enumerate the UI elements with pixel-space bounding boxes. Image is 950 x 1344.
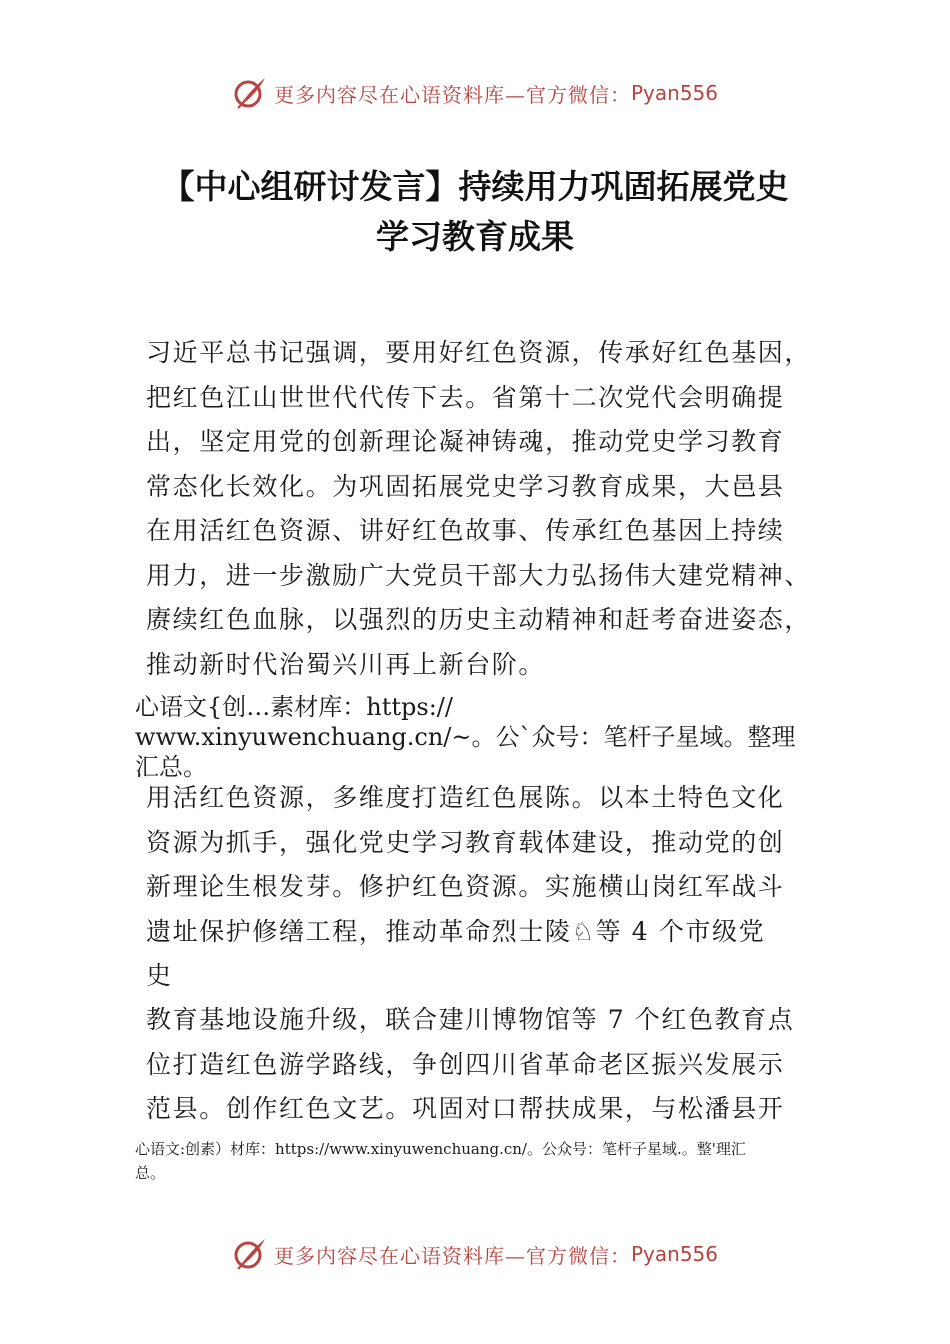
paragraph-line: 习近平总书记强调，要用好红色资源，传承好红色基因， [146,338,812,367]
paragraph-line: 在用活红色资源、讲好红色故事、传承红色基因上持续 [146,516,785,545]
paragraph-line: 范县。创作红色文艺。巩固对口帮扶成果，与松潘县开 [146,1094,785,1123]
paragraph-line: 常态化长效化。为巩固拓展党史学习教育成果，大邑县 [146,471,785,501]
document-title [100,162,850,262]
paragraph-line: 遗址保护修缮工程，推动革命烈士陵♘等 4 个市级党 [146,916,766,946]
paragraph-line: 史 [146,961,173,990]
header-banner-wechat-id: Pyan556 [630,81,718,105]
body-paragraph [146,331,826,687]
body-paragraph [146,776,826,999]
header-banner [0,73,950,113]
paragraph-line: 用活红色资源，多维度打造红色展陈。以本土特色文化 [146,783,785,812]
paragraph-line: 赓续红色血脉，以强烈的历史主动精神和赶考奋进姿态， [146,605,812,634]
paragraph-line: 出，坚定用党的创新理论凝神铸魂，推动党史学习教育 [146,427,785,456]
paragraph-line: 推动新时代治蜀兴川再上新台阶。 [146,649,546,679]
watermark-line: 心语文:创素）材库：https://www.xinyuwenchuang.cn/。公众号：笔杆子星域.。整'理汇 [135,1140,746,1158]
title-line: 【中心组研讨发言】持续用力巩固拓展党史 [161,167,789,206]
watermark-line: 心语文{创…素材库：https:// [135,693,453,721]
watermark-note [135,1137,835,1185]
footer-banner-wechat-id: Pyan556 [630,1242,718,1266]
paragraph-line: 把红色江山世世代代传下去。省第十二次党代会明确提 [146,382,785,412]
footer-banner [0,1234,950,1274]
footer-banner-text: 更多内容尽在心语资料库—官方微信： [273,1243,631,1268]
header-banner-text: 更多内容尽在心语资料库—官方微信： [273,82,631,107]
paragraph-line: 位打造红色游学路线，争创四川省革命老区振兴发展示 [146,1049,785,1079]
paragraph-line: 教育基地设施升级，联合建川博物馆等 7 个红色教育点 [146,1005,795,1034]
watermark-line: www.xinyuwenchuang.cn/~。公`众号：笔杆子星域。整理 [135,723,796,751]
watermark-line: 汇总。 [135,753,207,781]
paragraph-line: 新理论生根发芽。修护红色资源。实施横山岗红军战斗 [146,872,785,901]
title-line: 学习教育成果 [376,217,574,256]
paragraph-line: 资源为抓手，强化党史学习教育载体建设，推动党的创 [146,827,785,857]
quill-logo-icon [232,1236,268,1272]
watermark-line: 总。 [135,1164,166,1182]
watermark-note [135,692,835,782]
paragraph-line: 用力，进一步激励广大党员干部大力弘扬伟大建党精神、 [146,560,812,590]
body-paragraph [146,998,826,1132]
quill-logo-icon [232,75,268,111]
